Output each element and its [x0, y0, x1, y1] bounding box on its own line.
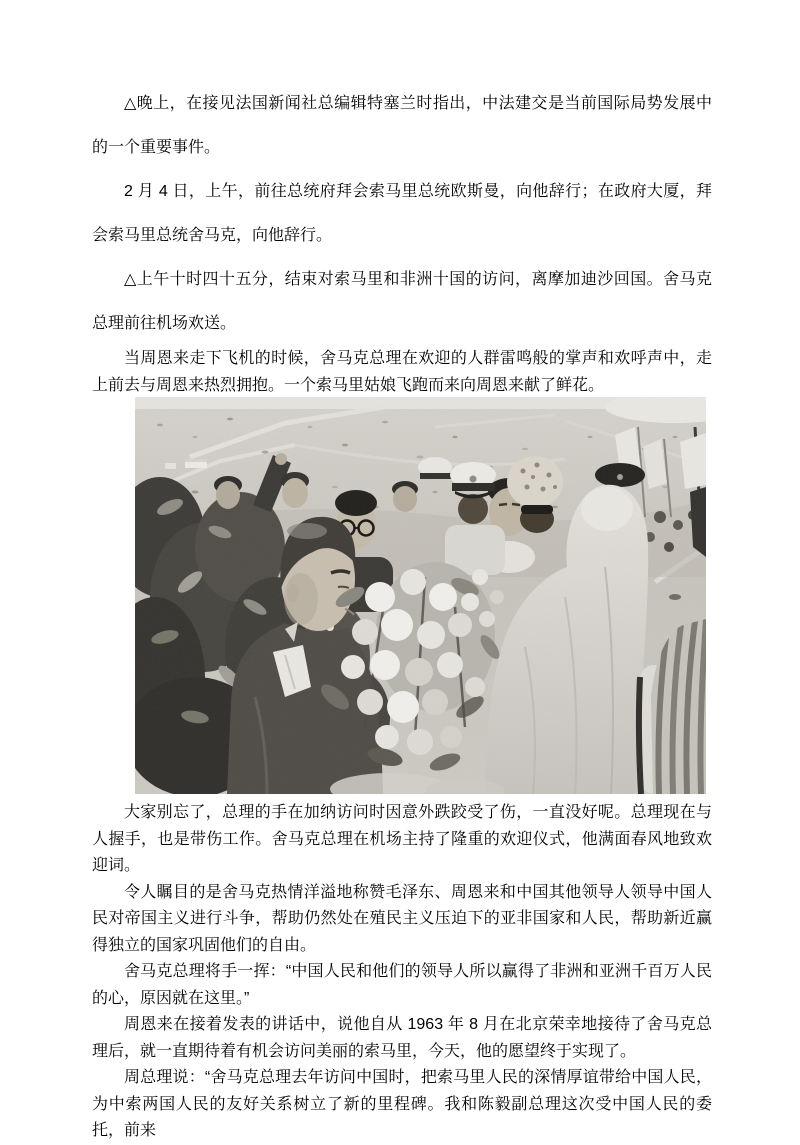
- paragraph: 大家别忘了，总理的手在加纳访问时因意外跌跤受了伤，一直没好呢。总理现在与人握手，也是带伤工作。舍马克总理在机场主持了隆重的欢迎仪式，他满面春风地致欢迎词。: [92, 804, 712, 874]
- paragraph: 舍马克总理将手一挥：“中国人民和他们的领导人所以赢得了非洲和亚洲千百万人民的心，原因就在这里。”: [92, 963, 712, 1007]
- paragraph: 2 月 4 日，上午，前往总统府拜会索马里总统欧斯曼，向他辞行；在政府大厦，拜会索马里总统舍马克，向他辞行。: [92, 183, 712, 244]
- paragraph: 当周恩来走下飞机的时候，舍马克总理在欢迎的人群雷鸣般的掌声和欢呼声中，走上前去与周恩来热烈拥抱。一个索马里姑娘飞跑而来向周恩来献了鲜花。: [92, 350, 712, 394]
- paragraph: 令人瞩目的是舍马克热情洋溢地称赞毛泽东、周恩来和中国其他领导人领导中国人民对帝国主义进行斗争，帮助仍然处在殖民主义压迫下的亚非国家和人民，帮助新近赢得独立的国家巩固他们的自由。: [92, 883, 712, 954]
- news-photo: [135, 397, 706, 794]
- paragraph: 周总理说：“舍马克总理去年访问中国时，把索马里人民的深情厚谊带给中国人民，为中索两国人民的友好关系树立了新的里程碑。我和陈毅副总理这次受中国人民的委托，前来: [92, 1069, 712, 1139]
- photo-illustration: [135, 397, 706, 794]
- paragraph: △上午十时四十五分，结束对索马里和非洲十国的访问，离摩加迪沙回国。舍马克总理前往机场欢送。: [92, 271, 712, 332]
- paragraph: 周恩来在接着发表的讲话中，说他自从 1963 年 8 月在北京荣幸地接待了舍马克总理后，就一直期待着有机会访问美丽的索马里，今天，他的愿望终于实现了。: [92, 1016, 712, 1060]
- document-body: [92, 82, 712, 1145]
- paragraph: △晚上，在接见法国新闻社总编辑特塞兰时指出，中法建交是当前国际局势发展中的一个重要事件。: [92, 95, 712, 156]
